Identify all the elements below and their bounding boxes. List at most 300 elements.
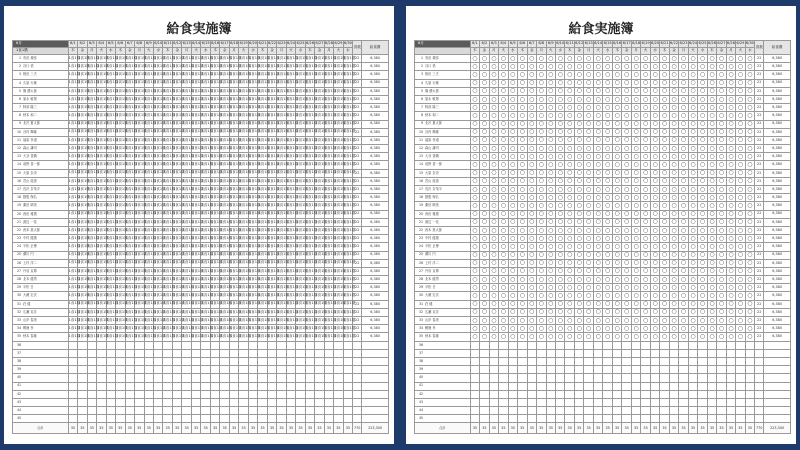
meal-circle-cell: ○ — [593, 87, 602, 95]
empty-cell — [116, 366, 125, 374]
empty-cell — [324, 390, 333, 398]
meal-circle-cell: ○ — [622, 284, 631, 292]
meal-circle-cell: ○ — [537, 169, 546, 177]
empty-cell — [612, 341, 621, 349]
meal-circle-cell: ○ — [480, 153, 489, 161]
meal-circle-cell: ○ — [527, 325, 536, 333]
meal-mark-cell: 1食1膳 — [201, 120, 210, 128]
meal-circle-cell: ○ — [641, 186, 650, 194]
student-name: 長沢 奈茂平 — [425, 186, 442, 191]
student-days-cell: 22 — [353, 169, 362, 177]
meal-circle-cell: ○ — [537, 259, 546, 267]
student-name: 猪股 保弘 — [425, 195, 439, 200]
empty-cell — [248, 374, 257, 382]
meal-mark-cell: 1食1膳 — [315, 259, 324, 267]
empty-cell — [688, 349, 697, 357]
empty-cell — [258, 390, 267, 398]
empty-cell — [660, 398, 669, 406]
student-name-cell — [415, 308, 471, 316]
table-row — [13, 300, 389, 308]
meal-circle-cell: ○ — [745, 79, 754, 87]
empty-cell — [527, 382, 536, 390]
meal-mark-cell: 1食1膳 — [68, 276, 77, 284]
meal-circle-cell: ○ — [565, 202, 574, 210]
meal-circle-cell: ○ — [707, 267, 716, 275]
empty-cell — [641, 374, 650, 382]
weekday-header: 火 — [191, 48, 200, 55]
meal-mark-cell: 1食1膳 — [324, 55, 333, 63]
empty-cell — [480, 382, 489, 390]
meal-mark-cell: 1食1膳 — [229, 251, 238, 259]
meal-mark-cell: 1食1膳 — [258, 95, 267, 103]
meal-mark-cell: 1食1膳 — [334, 235, 343, 243]
meal-circle-cell: ○ — [641, 71, 650, 79]
student-name: 森山 謙司 — [23, 146, 37, 151]
days-header: 食数 — [353, 41, 362, 55]
meal-mark-cell: 1食1膳 — [296, 300, 305, 308]
meal-mark-cell: 1食1膳 — [135, 259, 144, 267]
meal-circle-cell: ○ — [499, 300, 508, 308]
empty-cell — [764, 357, 791, 365]
meal-circle-cell: ○ — [679, 177, 688, 185]
meal-circle-cell: ○ — [537, 243, 546, 251]
empty-cell — [334, 390, 343, 398]
student-name-cell — [13, 357, 69, 365]
meal-mark-cell: 1食1膳 — [106, 218, 115, 226]
meal-circle-cell: ○ — [641, 317, 650, 325]
empty-cell — [191, 407, 200, 415]
empty-cell — [688, 390, 697, 398]
meal-mark-cell: 1食1膳 — [68, 251, 77, 259]
meal-mark-cell: 1食1膳 — [87, 325, 96, 333]
meal-mark-cell: 1食1膳 — [286, 267, 295, 275]
table-row — [415, 235, 791, 243]
meal-mark-cell: 1食1膳 — [229, 325, 238, 333]
table-row — [415, 210, 791, 218]
meal-circle-cell: ○ — [736, 104, 745, 112]
meal-circle-cell: ○ — [622, 71, 631, 79]
meal-mark-cell: 1食1膳 — [201, 169, 210, 177]
student-name: 谷内 輝雄 — [23, 129, 37, 134]
meal-circle-cell: ○ — [726, 87, 735, 95]
weekday-header: 火 — [546, 48, 555, 55]
empty-cell — [518, 349, 527, 357]
date-header: 6/13 — [182, 41, 191, 48]
meal-mark-cell: 1食1膳 — [239, 251, 248, 259]
meal-mark-cell: 1食1膳 — [220, 235, 229, 243]
daily-total-cell: 35 — [191, 423, 200, 434]
meal-mark-cell: 1食1膳 — [97, 95, 106, 103]
meal-mark-cell: 1食1膳 — [191, 235, 200, 243]
meal-circle-cell: ○ — [603, 210, 612, 218]
meal-circle-cell: ○ — [622, 161, 631, 169]
student-number: 34 — [16, 326, 21, 331]
meal-mark-cell: 1食1膳 — [210, 243, 219, 251]
meal-mark-cell: 1食1膳 — [315, 128, 324, 136]
student-days-cell: 22 — [353, 79, 362, 87]
meal-circle-cell: ○ — [622, 136, 631, 144]
meal-circle-cell: ○ — [631, 218, 640, 226]
meal-circle-cell: ○ — [612, 284, 621, 292]
meal-circle-cell: ○ — [593, 186, 602, 194]
meal-mark-cell: 1食1膳 — [125, 87, 134, 95]
empty-cell — [688, 341, 697, 349]
meal-mark-cell: 1食1膳 — [296, 169, 305, 177]
meal-circle-cell: ○ — [584, 317, 593, 325]
meal-mark-cell: 1食1膳 — [191, 95, 200, 103]
meal-circle-cell: ○ — [537, 251, 546, 259]
student-amount-cell: 6,380 — [764, 202, 791, 210]
table-row — [415, 300, 791, 308]
student-name-cell — [13, 218, 69, 226]
table-row — [415, 104, 791, 112]
meal-mark-cell: 1食1膳 — [125, 79, 134, 87]
meal-mark-cell: 1食1膳 — [144, 259, 153, 267]
meal-circle-cell: ○ — [603, 235, 612, 243]
student-name-cell — [415, 251, 471, 259]
meal-mark-cell: 1食1膳 — [172, 87, 181, 95]
student-name-cell — [13, 325, 69, 333]
meal-mark-cell: 1食1膳 — [191, 267, 200, 275]
empty-cell — [324, 382, 333, 390]
student-name-cell — [415, 63, 471, 71]
table-row — [13, 341, 389, 349]
meal-mark-cell: 1食1膳 — [258, 218, 267, 226]
meal-mark-cell: 1食1膳 — [153, 251, 162, 259]
empty-cell — [334, 398, 343, 406]
month-cell: 6月 — [415, 41, 471, 48]
meal-mark-cell: 1食1膳 — [116, 276, 125, 284]
empty-cell — [584, 390, 593, 398]
meal-circle-cell: ○ — [679, 218, 688, 226]
empty-cell — [508, 398, 517, 406]
meal-mark-cell: 1食1膳 — [116, 128, 125, 136]
meal-mark-cell: 1食1膳 — [210, 325, 219, 333]
meal-mark-cell: 1食1膳 — [210, 79, 219, 87]
empty-cell — [717, 407, 726, 415]
meal-circle-cell: ○ — [537, 95, 546, 103]
meal-mark-cell: 1食1膳 — [239, 202, 248, 210]
meal-mark-cell: 1食1膳 — [68, 95, 77, 103]
meal-circle-cell: ○ — [641, 333, 650, 341]
empty-cell — [688, 415, 697, 423]
meal-mark-cell: 1食1膳 — [210, 169, 219, 177]
student-amount-cell: 6,380 — [764, 251, 791, 259]
empty-cell — [267, 398, 276, 406]
meal-mark-cell: 1食1膳 — [153, 267, 162, 275]
meal-circle-cell: ○ — [631, 308, 640, 316]
meal-mark-cell: 1食1膳 — [210, 267, 219, 275]
meal-mark-cell: 1食1膳 — [78, 177, 87, 185]
student-number: 42 — [418, 391, 423, 396]
meal-circle-cell: ○ — [631, 71, 640, 79]
student-number: 10 — [418, 129, 423, 134]
meal-circle-cell: ○ — [688, 251, 697, 259]
empty-cell — [764, 366, 791, 374]
meal-mark-cell: 1食1膳 — [286, 226, 295, 234]
meal-circle-cell: ○ — [707, 259, 716, 267]
meal-circle-cell: ○ — [565, 112, 574, 120]
meal-mark-cell: 1食1膳 — [191, 259, 200, 267]
meal-mark-cell: 1食1膳 — [258, 325, 267, 333]
meal-mark-cell: 1食1膳 — [343, 177, 352, 185]
meal-mark-cell: 1食1膳 — [144, 79, 153, 87]
table-row — [13, 104, 389, 112]
empty-cell — [489, 374, 498, 382]
student-number: 26 — [418, 260, 423, 265]
table-row — [13, 349, 389, 357]
meal-circle-cell: ○ — [499, 87, 508, 95]
student-days-cell: 22 — [353, 87, 362, 95]
meal-circle-cell: ○ — [470, 292, 479, 300]
empty-cell — [660, 374, 669, 382]
meal-mark-cell: 1食1膳 — [248, 177, 257, 185]
meal-circle-cell: ○ — [546, 79, 555, 87]
meal-circle-cell: ○ — [641, 79, 650, 87]
meal-mark-cell: 1食1膳 — [258, 55, 267, 63]
meal-mark-cell: 1食1膳 — [248, 71, 257, 79]
meal-circle-cell: ○ — [745, 136, 754, 144]
meal-mark-cell: 1食1膳 — [144, 63, 153, 71]
meal-circle-cell: ○ — [593, 71, 602, 79]
meal-circle-cell: ○ — [688, 169, 697, 177]
student-amount-cell: 6,380 — [764, 259, 791, 267]
empty-cell — [622, 415, 631, 423]
student-name-cell — [415, 317, 471, 325]
meal-mark-cell: 1食1膳 — [229, 104, 238, 112]
meal-mark-cell: 1食1膳 — [324, 128, 333, 136]
meal-mark-cell: 1食1膳 — [210, 161, 219, 169]
empty-cell — [87, 382, 96, 390]
student-name-cell — [415, 71, 471, 79]
daily-total-cell: 35 — [698, 423, 707, 434]
meal-mark-cell: 1食1膳 — [305, 284, 314, 292]
meal-mark-cell: 1食1膳 — [343, 259, 352, 267]
daily-total-cell: 35 — [315, 423, 324, 434]
meal-circle-cell: ○ — [584, 95, 593, 103]
student-amount-cell: 6,380 — [362, 259, 389, 267]
meal-circle-cell: ○ — [508, 284, 517, 292]
empty-cell — [210, 398, 219, 406]
meal-mark-cell: 1食1膳 — [258, 235, 267, 243]
meal-circle-cell: ○ — [518, 308, 527, 316]
meal-mark-cell: 1食1膳 — [315, 267, 324, 275]
empty-cell — [527, 341, 536, 349]
empty-cell — [669, 407, 678, 415]
student-number: 13 — [418, 154, 423, 159]
meal-mark-cell: 1食1膳 — [182, 259, 191, 267]
student-name-cell — [415, 87, 471, 95]
meal-circle-cell: ○ — [650, 235, 659, 243]
meal-mark-cell: 1食1膳 — [201, 218, 210, 226]
meal-mark-cell: 1食1膳 — [172, 251, 181, 259]
meal-circle-cell: ○ — [593, 218, 602, 226]
meal-circle-cell: ○ — [612, 153, 621, 161]
meal-circle-cell: ○ — [745, 177, 754, 185]
empty-cell — [508, 349, 517, 357]
student-name-cell — [415, 325, 471, 333]
empty-cell — [726, 415, 735, 423]
meal-circle-cell: ○ — [508, 202, 517, 210]
student-days-cell: 22 — [353, 128, 362, 136]
meal-mark-cell: 1食1膳 — [277, 136, 286, 144]
meal-circle-cell: ○ — [745, 218, 754, 226]
meal-mark-cell: 1食1膳 — [68, 87, 77, 95]
empty-cell — [518, 407, 527, 415]
empty-cell — [764, 382, 791, 390]
meal-circle-cell: ○ — [679, 120, 688, 128]
meal-circle-cell: ○ — [470, 79, 479, 87]
meal-mark-cell: 1食1膳 — [286, 161, 295, 169]
meal-circle-cell: ○ — [612, 112, 621, 120]
meal-circle-cell: ○ — [641, 243, 650, 251]
meal-circle-cell: ○ — [612, 325, 621, 333]
meal-circle-cell: ○ — [698, 186, 707, 194]
student-name-cell — [13, 251, 69, 259]
student-name: 上村 洋二 — [425, 260, 439, 265]
meal-mark-cell: 1食1膳 — [97, 136, 106, 144]
meal-mark-cell: 1食1膳 — [229, 210, 238, 218]
meal-circle-cell: ○ — [593, 169, 602, 177]
meal-circle-cell: ○ — [489, 177, 498, 185]
empty-cell — [106, 366, 115, 374]
meal-mark-cell: 1食1膳 — [239, 128, 248, 136]
meal-circle-cell: ○ — [574, 317, 583, 325]
meal-mark-cell: 1食1膳 — [172, 235, 181, 243]
table-row — [13, 128, 389, 136]
meal-circle-cell: ○ — [584, 292, 593, 300]
meal-circle-cell: ○ — [470, 251, 479, 259]
meal-mark-cell: 1食1膳 — [305, 55, 314, 63]
meal-mark-cell: 1食1膳 — [191, 284, 200, 292]
meal-circle-cell: ○ — [574, 292, 583, 300]
empty-cell — [745, 374, 754, 382]
meal-mark-cell: 1食1膳 — [267, 210, 276, 218]
meal-mark-cell: 1食1膳 — [258, 259, 267, 267]
meal-mark-cell: 1食1膳 — [248, 276, 257, 284]
empty-cell — [144, 357, 153, 365]
meal-circle-cell: ○ — [470, 300, 479, 308]
meal-circle-cell: ○ — [660, 300, 669, 308]
empty-cell — [518, 341, 527, 349]
meal-circle-cell: ○ — [470, 120, 479, 128]
meal-mark-cell: 1食1膳 — [163, 308, 172, 316]
meal-mark-cell: 1食1膳 — [305, 194, 314, 202]
meal-mark-cell: 1食1膳 — [144, 210, 153, 218]
meal-mark-cell: 1食1膳 — [324, 95, 333, 103]
meal-circle-cell: ○ — [707, 112, 716, 120]
meal-mark-cell: 1食1膳 — [277, 202, 286, 210]
table-row — [13, 284, 389, 292]
table-row — [13, 186, 389, 194]
meal-circle-cell: ○ — [679, 226, 688, 234]
meal-mark-cell: 1食1膳 — [68, 226, 77, 234]
meal-mark-cell: 1食1膳 — [163, 177, 172, 185]
meal-mark-cell: 1食1膳 — [267, 276, 276, 284]
meal-circle-cell: ○ — [555, 186, 564, 194]
meal-mark-cell: 1食1膳 — [135, 300, 144, 308]
meal-mark-cell: 1食1膳 — [68, 325, 77, 333]
student-amount-cell: 6,380 — [764, 235, 791, 243]
meal-circle-cell: ○ — [650, 136, 659, 144]
empty-cell — [745, 398, 754, 406]
meal-mark-cell: 1食1膳 — [220, 276, 229, 284]
meal-mark-cell: 1食1膳 — [172, 112, 181, 120]
empty-cell — [755, 382, 764, 390]
meal-mark-cell: 1食1膳 — [296, 186, 305, 194]
empty-cell — [353, 415, 362, 423]
meal-circle-cell: ○ — [508, 276, 517, 284]
meal-circle-cell: ○ — [518, 79, 527, 87]
meal-circle-cell: ○ — [698, 267, 707, 275]
meal-mark-cell: 1食1膳 — [258, 210, 267, 218]
student-name-cell — [415, 186, 471, 194]
empty-cell — [305, 341, 314, 349]
meal-mark-cell: 1食1膳 — [163, 186, 172, 194]
meal-circle-cell: ○ — [508, 308, 517, 316]
empty-cell — [508, 357, 517, 365]
meal-circle-cell: ○ — [574, 169, 583, 177]
meal-mark-cell: 1食1膳 — [286, 235, 295, 243]
empty-cell — [172, 349, 181, 357]
table-row — [13, 202, 389, 210]
meal-mark-cell: 1食1膳 — [97, 79, 106, 87]
date-header: 6/1 — [470, 41, 479, 48]
meal-mark-cell: 1食1膳 — [125, 186, 134, 194]
student-name-cell — [13, 415, 69, 423]
meal-mark-cell: 1食1膳 — [78, 243, 87, 251]
meal-mark-cell: 1食1膳 — [267, 186, 276, 194]
student-number: 14 — [418, 162, 423, 167]
meal-mark-cell: 1食1膳 — [229, 177, 238, 185]
meal-circle-cell: ○ — [518, 177, 527, 185]
meal-mark-cell: 1食1膳 — [277, 112, 286, 120]
meal-mark-cell: 1食1膳 — [78, 95, 87, 103]
meal-circle-cell: ○ — [499, 202, 508, 210]
empty-cell — [508, 366, 517, 374]
meal-circle-cell: ○ — [508, 300, 517, 308]
meal-mark-cell: 1食1膳 — [78, 153, 87, 161]
empty-cell — [593, 349, 602, 357]
empty-cell — [78, 382, 87, 390]
meal-mark-cell: 1食1膳 — [210, 235, 219, 243]
meal-circle-cell: ○ — [745, 71, 754, 79]
meal-circle-cell: ○ — [650, 300, 659, 308]
meal-mark-cell: 1食1膳 — [315, 276, 324, 284]
meal-mark-cell: 1食1膳 — [135, 128, 144, 136]
date-header: 6/16 — [612, 41, 621, 48]
meal-mark-cell: 1食1膳 — [220, 317, 229, 325]
empty-cell — [679, 407, 688, 415]
daily-total-cell: 35 — [660, 423, 669, 434]
meal-mark-cell: 1食1膳 — [106, 169, 115, 177]
empty-cell — [125, 349, 134, 357]
meal-mark-cell: 1食1膳 — [239, 243, 248, 251]
meal-circle-cell: ○ — [584, 333, 593, 341]
meal-circle-cell: ○ — [698, 226, 707, 234]
meal-circle-cell: ○ — [518, 243, 527, 251]
meal-circle-cell: ○ — [650, 79, 659, 87]
meal-mark-cell: 1食1膳 — [201, 95, 210, 103]
date-header: 6/22 — [267, 41, 276, 48]
meal-circle-cell: ○ — [707, 226, 716, 234]
meal-mark-cell: 1食1膳 — [210, 71, 219, 79]
meal-circle-cell: ○ — [574, 251, 583, 259]
meal-circle-cell: ○ — [499, 177, 508, 185]
empty-cell — [172, 374, 181, 382]
empty-cell — [248, 415, 257, 423]
meal-mark-cell: 1食1膳 — [239, 87, 248, 95]
